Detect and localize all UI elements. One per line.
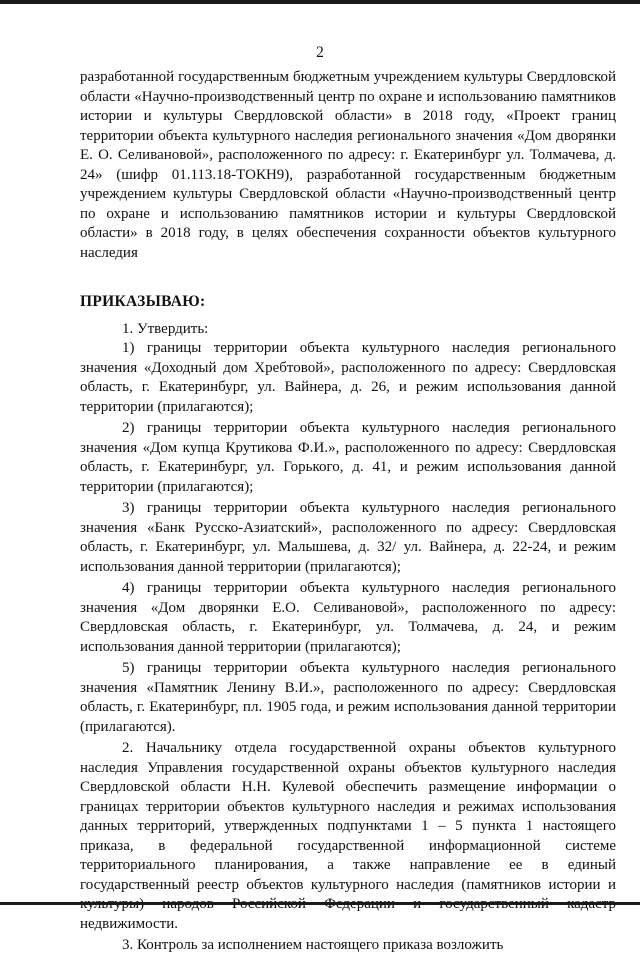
order-heading: ПРИКАЗЫВАЮ: — [80, 293, 206, 310]
intro-paragraph: разработанной государственным бюджетным учреждением культуры Свердловской области «Научно-производственный центр по охране и использованию памятников истории и культуры Свердловской области» в 2018 году, «Проект границ территории объекта культурного наследия регионального значения «Дом дворянки Е. О. Селивановой», расположенного по адресу: г. Екатеринбург ул. Толмачева, д. 24» (шифр 01.113.18-ТОКН9), разработанной государственным бюджетным учреждением культуры Свердловской области «Научно-производственный центр по охране и использованию памятников истории и культуры Свердловской области» в 2018 году, в целях обеспечения сохранности объектов культурного наследия — [80, 69, 616, 261]
item-point-2: 2. Начальнику отдела государственной охраны объектов культурного наследия Управления государственной охраны объектов культурного наследия Свердловской области Н.Н. Кулевой обеспечить размещение информации о границах территории объектов культурного наследия и режимах использования данных территорий, утвержденных подпунктами 1 – 5 пункта 1 настоящего приказа, в федеральной государственной информационной системе территориального планирования, а также направление ее в единый государственный реестр объектов культурного наследия (памятников истории и недвижимости. — [80, 740, 616, 932]
page-number: 2 — [316, 44, 324, 61]
item-subpoint-5: 5) границы территории объекта культурного наследия регионального значения «Памятник Ленину В.И.», расположенного по адресу: Свердловская область, г. Екатеринбург, пл. 1905 года, и режим использования данной территории (прилагаются). — [80, 660, 616, 735]
item-subpoint-2: 2) границы территории объекта культурного наследия регионального значения «Дом купца Крутикова Ф.И.», расположенного по адресу: Свердловская область, г. Екатеринбург, ул. Горького, д. 41, и режим использования данной территории (прилагаются); — [80, 420, 616, 495]
document-body — [80, 68, 616, 958]
item-approve: 1. Утвердить: — [122, 320, 209, 337]
top-border-line — [0, 0, 640, 4]
item-subpoint-3: 3) границы территории объекта культурного наследия регионального значения «Банк Русско-Азиатский», расположенного по адресу: Свердловская область, г. Екатеринбург, ул. Малышева, д. 32/ ул. Вайнера, д. 22-24, и режим использования данной территории (прилагаются); — [80, 500, 616, 575]
item-subpoint-4: 4) границы территории объекта культурного наследия регионального значения «Дом дворянки Е.О. Селивановой», расположенного по адресу: Свердловская область, г. Екатеринбург, ул. Толмачева, д. 24, и режим использования данной территории (прилагаются); — [80, 580, 616, 655]
order-items — [80, 320, 616, 956]
item-point-3: 3. Контроль за исполнением настоящего приказа возложить — [122, 937, 504, 953]
item-subpoint-1: 1) границы территории объекта культурного наследия регионального значения «Доходный дом Хребтовой», расположенного по адресу: Свердловская область, г. Екатеринбург, ул. Вайнера, д. 26, и режим использования данной территории (прилагаются); — [80, 340, 616, 415]
